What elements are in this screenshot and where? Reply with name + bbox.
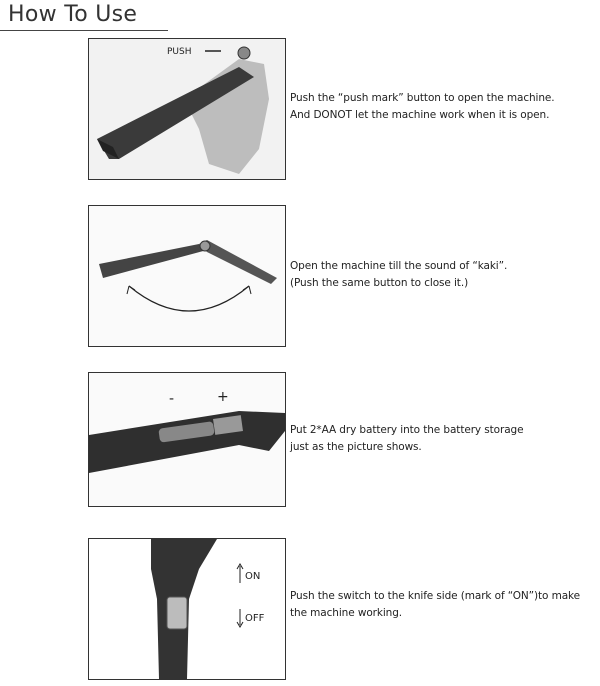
step-1-caption bbox=[290, 90, 596, 124]
battery-compartment-drawing bbox=[89, 373, 285, 506]
plus-label: + bbox=[217, 389, 229, 405]
caption-line: just as the picture shows. bbox=[290, 441, 422, 453]
caption-line: Open the machine till the sound of “kaki”. bbox=[290, 260, 508, 272]
off-label: OFF bbox=[245, 613, 265, 624]
caption-line: Put 2*AA dry battery into the battery storage bbox=[290, 424, 524, 436]
minus-label: - bbox=[169, 391, 175, 407]
caption-line: (Push the same button to close it.) bbox=[290, 277, 469, 289]
step-1-illustration bbox=[88, 38, 286, 180]
power-switch-drawing bbox=[89, 539, 285, 679]
step-3-caption bbox=[290, 422, 596, 456]
step-2-caption bbox=[290, 258, 596, 292]
caption-line: And DONOT let the machine work when it is open. bbox=[290, 109, 550, 121]
sharpener-closed-hand-drawing bbox=[89, 39, 285, 179]
sharpener-open-drawing bbox=[89, 206, 285, 346]
step-4-illustration bbox=[88, 538, 286, 680]
step-4-caption bbox=[290, 588, 596, 622]
on-label: ON bbox=[245, 571, 261, 582]
caption-line: Push the “push mark” button to open the machine. bbox=[290, 92, 555, 104]
title-underline bbox=[0, 30, 168, 31]
push-label: PUSH bbox=[167, 47, 192, 57]
caption-line: the machine working. bbox=[290, 607, 403, 619]
step-2-illustration bbox=[88, 205, 286, 347]
page-title: How To Use bbox=[8, 2, 138, 27]
caption-line: Push the switch to the knife side (mark of “ON”)to make bbox=[290, 590, 581, 602]
step-3-illustration bbox=[88, 372, 286, 507]
